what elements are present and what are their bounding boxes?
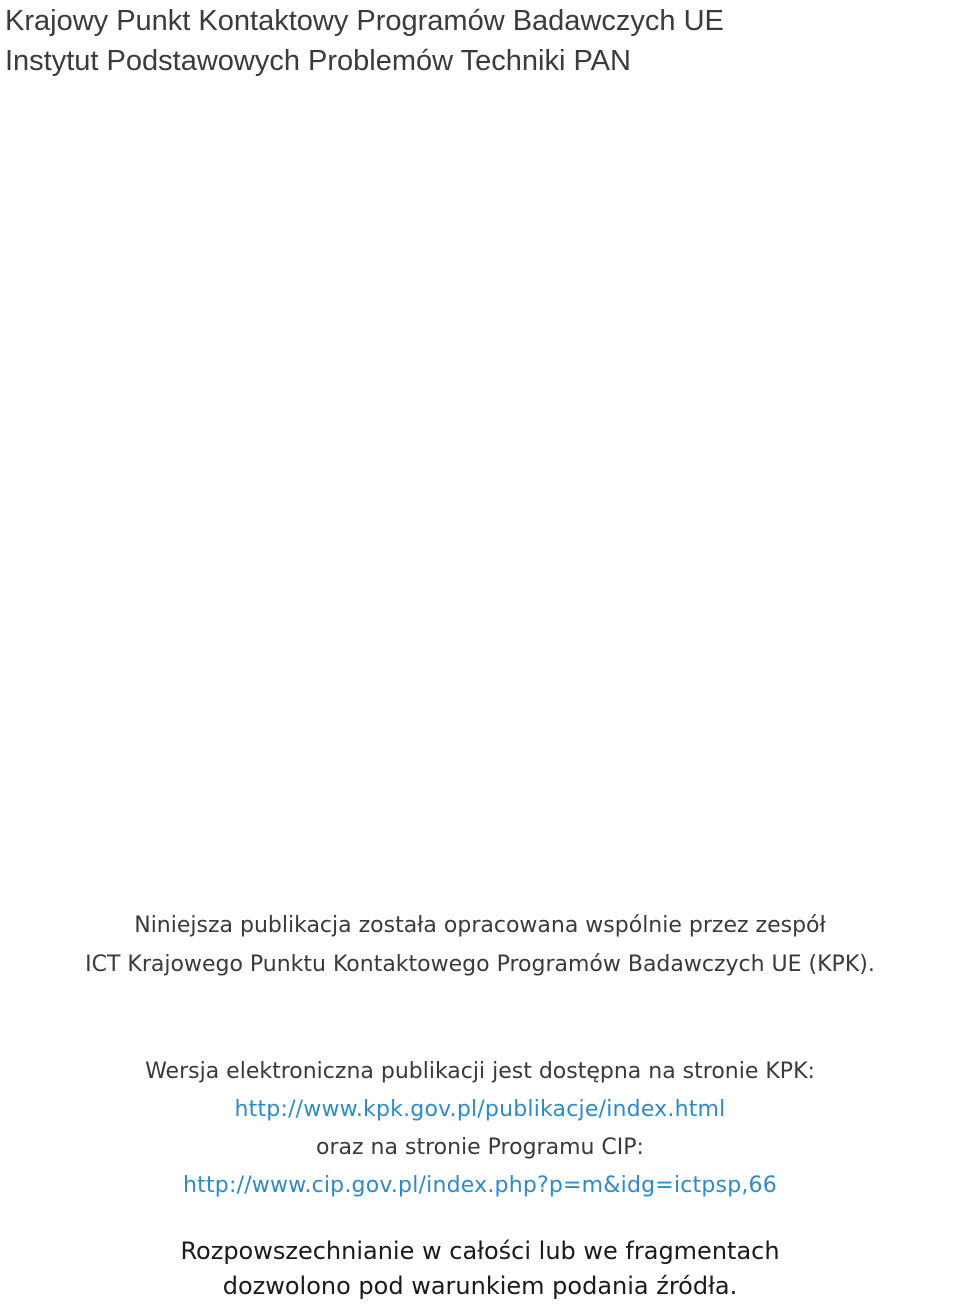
credit-line-1: Niniejsza publikacja została opracowana wspólnie przez zespół	[134, 913, 826, 938]
license-line-1: Rozpowszechnianie w całości lub we fragmentach	[180, 1237, 780, 1265]
institute-name: Instytut Podstawowych Problemów Techniki PAN	[5, 45, 631, 77]
license-note	[0, 1234, 960, 1304]
publisher-name: Krajowy Punkt Kontaktowy Programów Badawczych UE	[5, 5, 724, 37]
license-line-2: dozwolono pod warunkiem podania źródła.	[222, 1272, 738, 1300]
publisher-header	[5, 0, 945, 81]
credit-line-2: ICT Krajowego Punktu Kontaktowego Programów Badawczych UE (KPK).	[85, 952, 875, 977]
availability-note	[0, 1053, 960, 1205]
credit-note	[0, 906, 960, 984]
cip-program-link[interactable]: http://www.cip.gov.pl/index.php?p=m&idg=ictpsp,66	[183, 1173, 777, 1198]
availability-line-2: oraz na stronie Programu CIP:	[316, 1135, 644, 1160]
kpk-publications-link[interactable]: http://www.kpk.gov.pl/publikacje/index.html	[234, 1097, 726, 1122]
availability-line-1: Wersja elektroniczna publikacji jest dostępna na stronie KPK:	[145, 1059, 815, 1084]
